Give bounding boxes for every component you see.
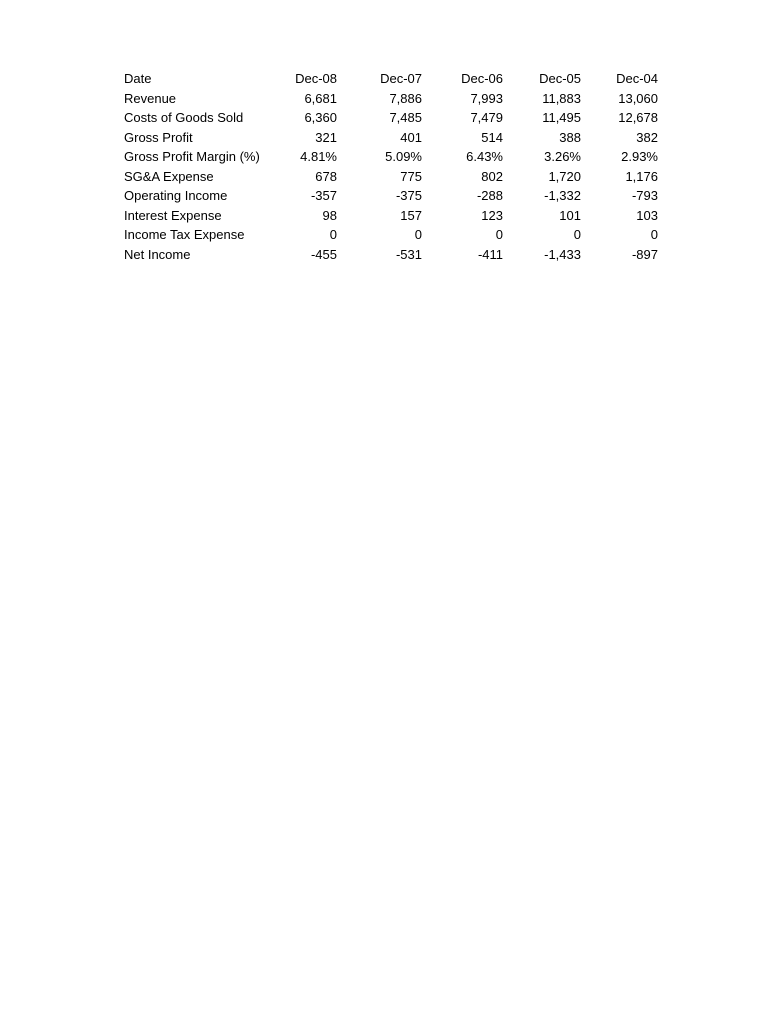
value-cell: 6.43%	[466, 149, 503, 164]
value-cell: 12,678	[618, 110, 658, 125]
table-row	[124, 206, 658, 226]
value-cell: 388	[559, 129, 581, 145]
value-cell: 0	[650, 227, 658, 242]
value-cell: 5.09%	[385, 149, 422, 164]
table-row	[124, 186, 658, 206]
value-cell: -288	[476, 188, 503, 203]
row-label: Gross Profit Margin (%)	[124, 149, 260, 164]
table-row	[124, 147, 658, 167]
header-row	[124, 69, 658, 89]
financial-table	[124, 69, 658, 264]
row-label: Revenue	[124, 90, 177, 106]
value-cell: -357	[310, 188, 337, 203]
column-header-cell: Dec-08	[295, 71, 337, 86]
spreadsheet-area	[124, 69, 658, 264]
table-row	[124, 245, 658, 265]
table-row	[124, 89, 658, 109]
value-cell: 2.93%	[621, 149, 658, 164]
value-cell: 514	[481, 129, 503, 145]
value-cell: 1,176	[625, 168, 658, 184]
value-cell: 7,479	[470, 110, 503, 125]
value-cell: 4.81%	[300, 149, 337, 164]
value-cell: 103	[636, 207, 658, 223]
value-cell: 6,681	[304, 90, 337, 106]
value-cell: 0	[573, 227, 581, 242]
value-cell: 157	[400, 207, 422, 223]
value-cell: -455	[310, 246, 337, 262]
value-cell: 775	[400, 168, 422, 184]
row-label: Date	[124, 71, 152, 86]
table-row	[124, 167, 658, 187]
value-cell: -1,332	[544, 188, 581, 203]
value-cell: -793	[631, 188, 658, 203]
value-cell: 321	[315, 129, 337, 145]
value-cell: 401	[400, 129, 422, 145]
table-row	[124, 225, 658, 245]
value-cell: 0	[495, 227, 503, 242]
row-label: Net Income	[124, 246, 191, 262]
value-cell: 123	[481, 207, 503, 223]
value-cell: 382	[636, 129, 658, 145]
value-cell: -375	[395, 188, 422, 203]
row-label: SG&A Expense	[124, 168, 214, 184]
value-cell: 7,993	[470, 90, 503, 106]
value-cell: -411	[477, 246, 503, 262]
value-cell: 7,485	[389, 110, 422, 125]
row-label: Operating Income	[124, 188, 228, 203]
row-label: Gross Profit	[124, 129, 193, 145]
row-label: Interest Expense	[124, 207, 222, 223]
value-cell: 101	[559, 207, 581, 223]
value-cell: 13,060	[618, 90, 658, 106]
value-cell: 11,883	[542, 90, 581, 106]
column-header-cell: Dec-06	[461, 71, 503, 86]
value-cell: 3.26%	[544, 149, 581, 164]
value-cell: 7,886	[389, 90, 422, 106]
value-cell: 0	[414, 227, 422, 242]
value-cell: -897	[631, 246, 658, 262]
value-cell: 678	[315, 168, 337, 184]
value-cell: 11,495	[542, 110, 581, 125]
value-cell: 0	[329, 227, 337, 242]
financial-table-body	[124, 69, 658, 264]
column-header-cell: Dec-07	[380, 71, 422, 86]
value-cell: 1,720	[548, 168, 581, 184]
value-cell: -1,433	[544, 246, 581, 262]
value-cell: -531	[395, 246, 422, 262]
row-label: Costs of Goods Sold	[124, 110, 244, 125]
table-row	[124, 108, 658, 128]
column-header-cell: Dec-04	[616, 71, 658, 86]
value-cell: 98	[322, 207, 337, 223]
value-cell: 802	[481, 168, 503, 184]
value-cell: 6,360	[304, 110, 337, 125]
column-header-cell: Dec-05	[539, 71, 581, 86]
table-row	[124, 128, 658, 148]
row-label: Income Tax Expense	[124, 227, 245, 242]
